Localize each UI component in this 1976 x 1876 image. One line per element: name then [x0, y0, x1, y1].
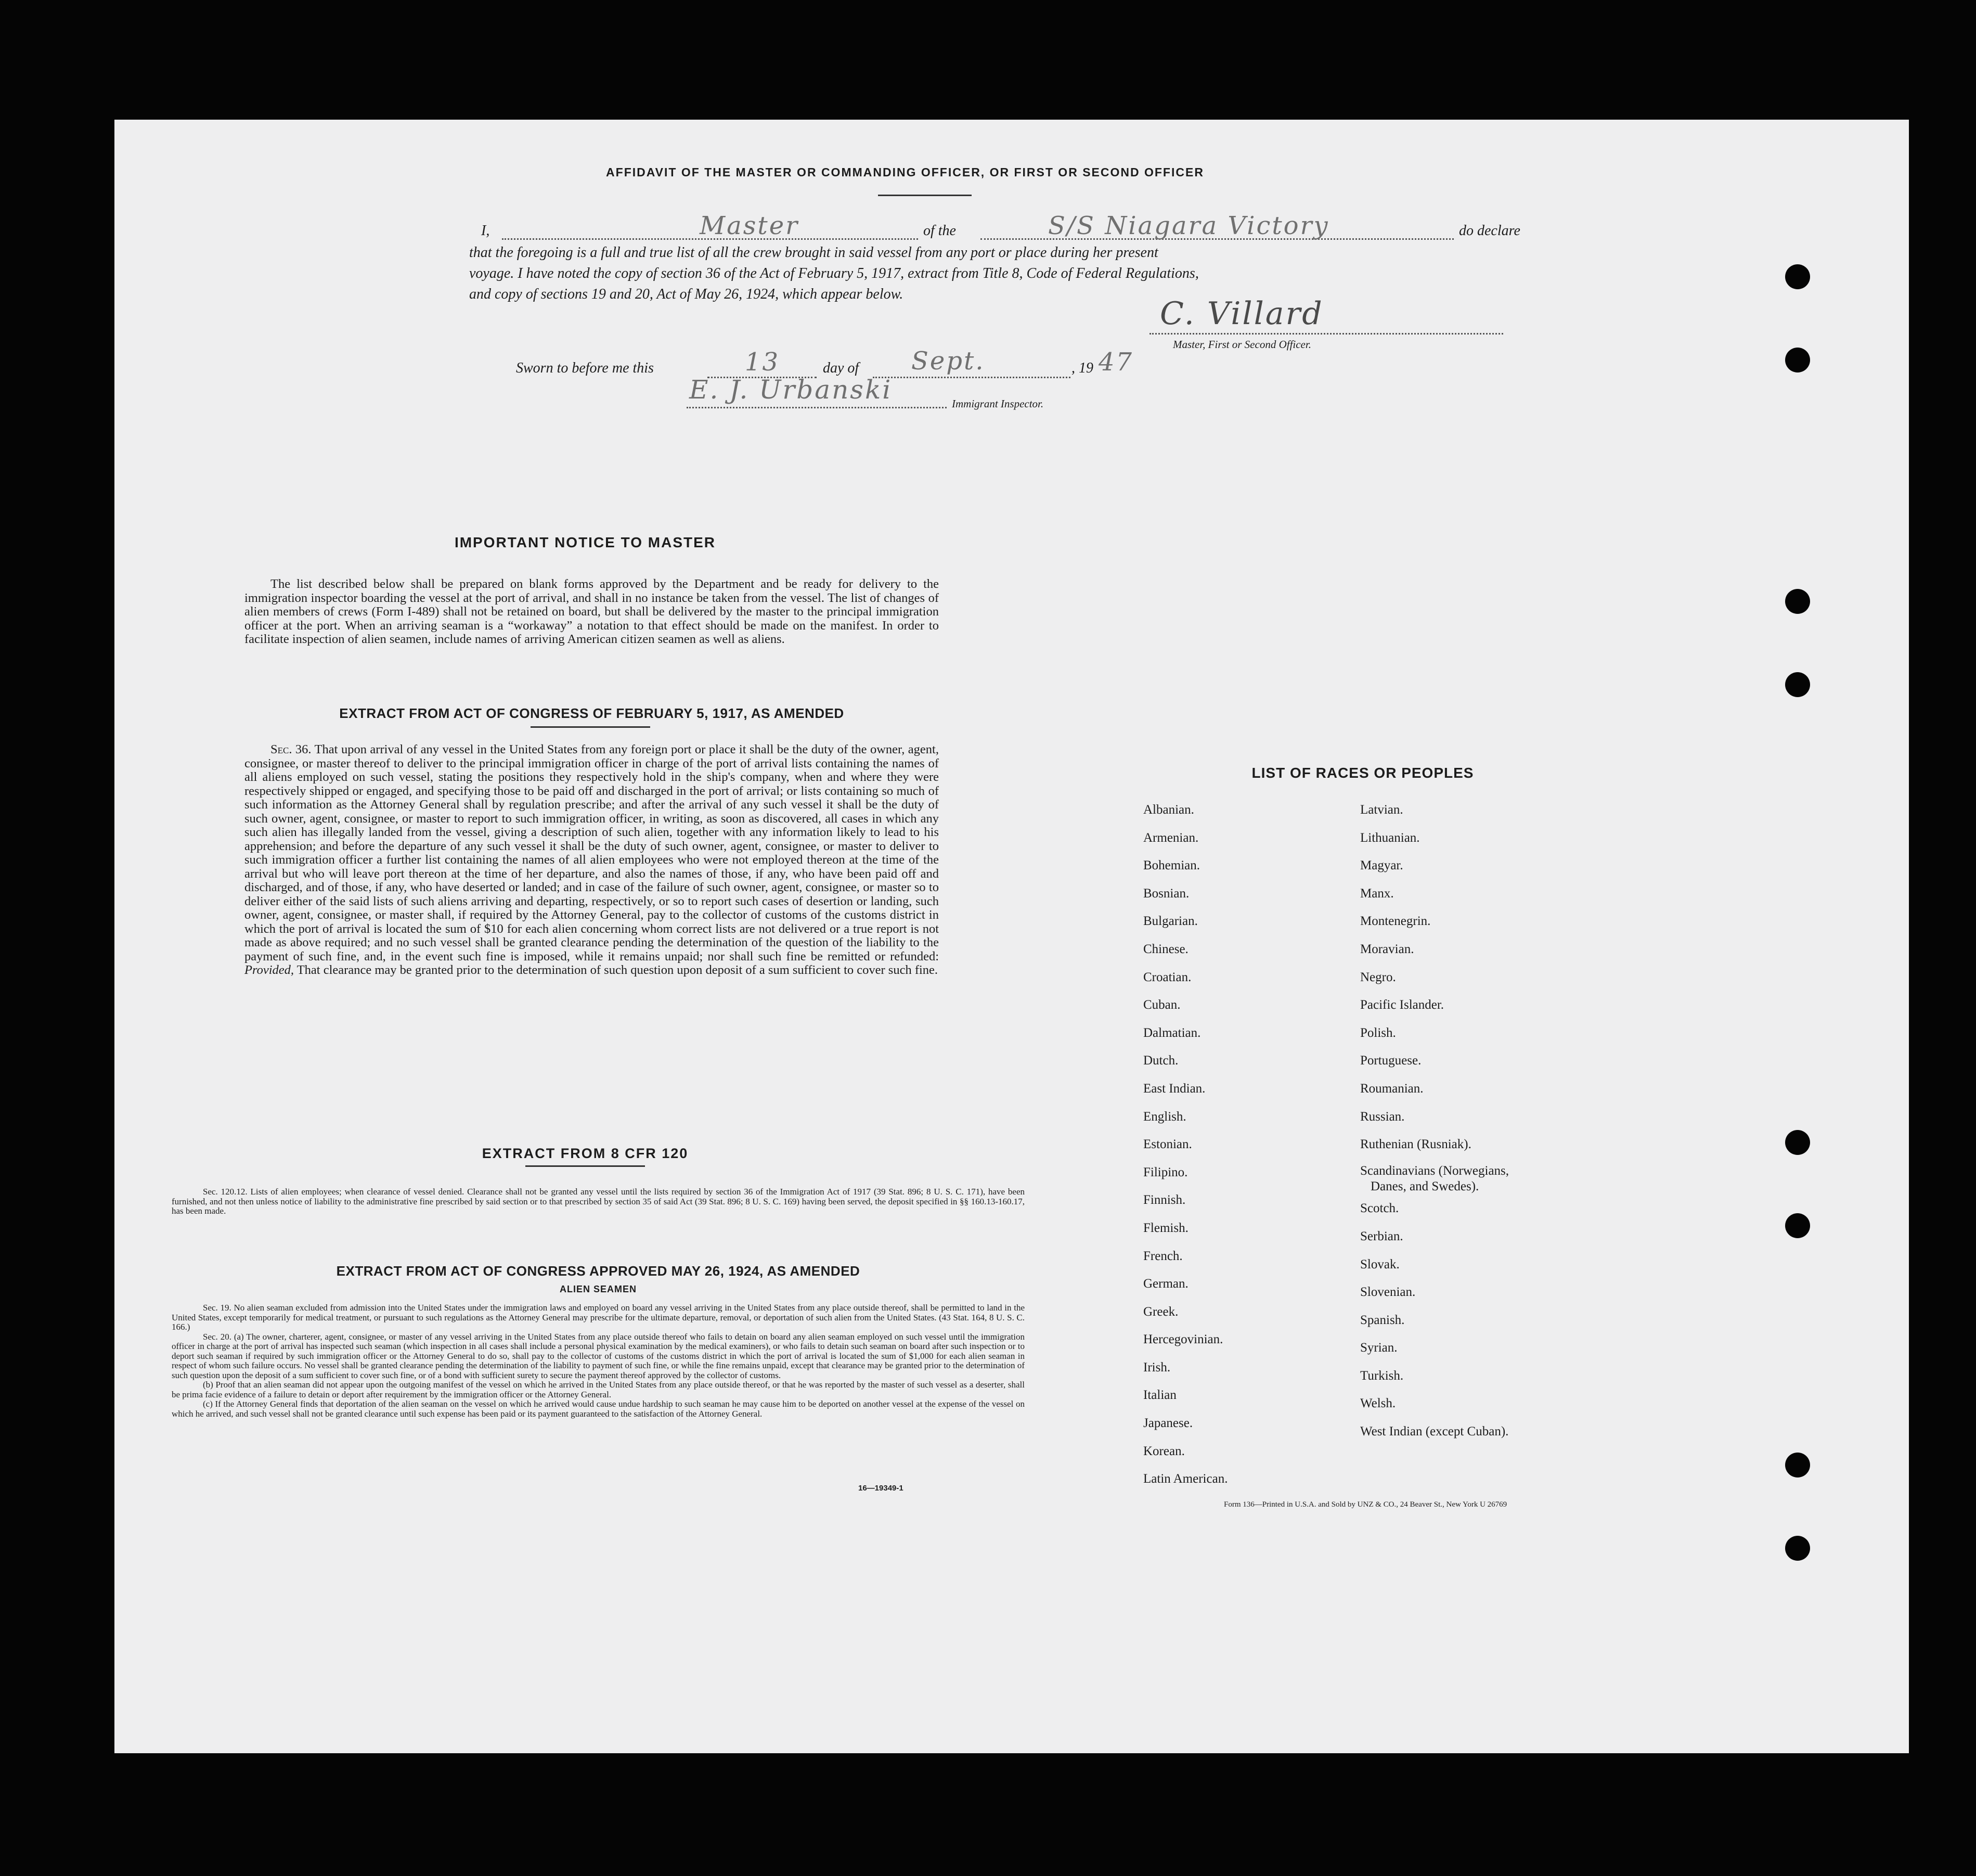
race-item: German.: [1143, 1277, 1189, 1291]
affidavit-title: AFFIDAVIT OF THE MASTER OR COMMANDING OFFICER, OR FIRST OR SECOND OFFICER: [606, 165, 1204, 179]
notice-body: The list described below shall be prepared on blank forms approved by the Department and be ready for delivery to the immigration inspector boarding the vessel at the port of arrival, and shall in no instance be taken from the vessel. The list of changes of alien members of crews (Form I-489) shall not be retained on board, but shall be delivered by the master to the principal immigration officer at the port. When an arriving seaman is a “workaway” a notation to that effect should be made on the manifest. In order to facilitate inspection of alien seamen, include names of arriving American citizen seamen as well as aliens.: [244, 577, 939, 646]
provided-text: That clearance may be granted prior to the determination of such question upon deposit of a sum sufficient to cover such fine.: [296, 963, 938, 977]
race-item: Greek.: [1143, 1304, 1179, 1319]
signature-line: [1150, 333, 1503, 335]
race-item: Japanese.: [1143, 1416, 1193, 1431]
race-item: Latin American.: [1143, 1472, 1228, 1486]
race-item: Serbian.: [1360, 1229, 1403, 1243]
race-item: Albanian.: [1143, 803, 1194, 817]
race-item: Armenian.: [1143, 830, 1199, 845]
race-item: Slovak.: [1360, 1257, 1400, 1271]
race-item: Filipino.: [1143, 1165, 1188, 1179]
year-prefix: , 19: [1071, 360, 1093, 376]
race-item: Chinese.: [1143, 942, 1189, 956]
races-right-column: [1360, 796, 1509, 1446]
day-handwritten: 13: [745, 348, 780, 377]
race-item-scandinavians: Scandinavians (Norwegians,: [1360, 1163, 1509, 1178]
provided-label: Provided,: [244, 963, 294, 977]
race-item: Polish.: [1360, 1025, 1396, 1040]
of-the-label: of the: [923, 223, 956, 239]
document-sheet: [114, 120, 1909, 1753]
race-item: West Indian (except Cuban).: [1360, 1424, 1509, 1439]
sec-20a-text: Sec. 20. (a) The owner, charterer, agent, consignee, or master of any vessel arriving in the United States from any place outside thereof who fails to detain on board any alien seaman employed on such vessel until the immigration officer in charge at the port of arrival has inspected such seaman (which inspection in all cases shall include a personal physical examination by the medical examiners), or who fails to detain such seaman on board after such inspection or to deport such seaman if required by such immigration officer or the Attorney General to do so, shall pay to the collector of customs of the customs district in which the port of arrival is located the sum of $1,000 for each alien seaman in respect of whom such failure occurs. No vessel shall be granted clearance pending the determination of the liability to payment of such fine, or while the fine remains unpaid, except that clearance may be granted prior to the determination of such question upon the deposit of a sum sufficient to cover such fine, or of a bond with sufficient surety to secure the payment thereof approved by the collector of customs.: [172, 1331, 1025, 1380]
extract-1924-subtitle: ALIEN SEAMEN: [559, 1284, 637, 1294]
race-item: Slovenian.: [1360, 1285, 1416, 1300]
races-title: LIST OF RACES OR PEOPLES: [1251, 765, 1474, 781]
races-left-column: [1143, 796, 1228, 1493]
binder-hole: [1785, 348, 1810, 372]
title-rule: [878, 195, 972, 196]
race-item: Syrian.: [1360, 1341, 1398, 1355]
declaration-line-3: voyage. I have noted the copy of section 36 of the Act of February 5, 1917, extract from Title 8, Code of Federal Regulations,: [469, 265, 1199, 281]
master-signature: C. Villard: [1160, 295, 1324, 332]
race-item: [1360, 1159, 1509, 1193]
cfr-title: EXTRACT FROM 8 CFR 120: [482, 1146, 689, 1161]
extract-1917-body: [244, 743, 939, 978]
binder-hole: [1785, 589, 1810, 614]
extract-1917-rule: [531, 726, 650, 728]
sec-19-text: Sec. 19. No alien seaman excluded from admission into the United States under the immigration laws and employed on board any vessel arriving in the United States from any place outside thereof, shall be permitted to land in the United States, except temporarily for medical treatment, or pursuant to such regulations as the Attorney General may prescribe for the ultimate departure, removal, or deportation of such alien from the United States. (43 Stat. 164, 8 U. S. C. 166.): [172, 1303, 1025, 1332]
race-item: Spanish.: [1360, 1313, 1405, 1327]
race-item: Portuguese.: [1360, 1053, 1422, 1068]
declaration-line-1: [481, 211, 1547, 242]
race-item: Latvian.: [1360, 803, 1403, 817]
race-item: Korean.: [1143, 1444, 1185, 1458]
race-item: Turkish.: [1360, 1368, 1404, 1383]
sec-20b-text: (b) Proof that an alien seaman did not appear upon the outgoing manifest of the vessel on which he arrived in the United States from any place outside thereof, or that he was reported by the master of such vessel as a deserter, shall be prima facie evidence of a failure to detain or deport after requirement by the immigration officer or the Attorney General.: [172, 1380, 1025, 1399]
race-item: French.: [1143, 1249, 1183, 1263]
race-item: Croatian.: [1143, 970, 1192, 984]
i-label: I,: [481, 223, 490, 239]
race-item: Roumanian.: [1360, 1081, 1424, 1096]
do-declare-label: do declare: [1459, 223, 1520, 239]
race-item: Pacific Islander.: [1360, 998, 1444, 1012]
race-item: Finnish.: [1143, 1193, 1186, 1207]
sec-20c-text: (c) If the Attorney General finds that deportation of the alien seaman on the vessel on which he arrived would cause undue hardship to such seaman he may cause him to be deported on another vessel at the expense of the vessel on which he arrived, and such vessel shall not be granted clearance until such expense has been paid or its payment guaranteed to the satisfaction of the Attorney General.: [172, 1399, 1025, 1419]
binder-hole: [1785, 1130, 1810, 1155]
race-item: Cuban.: [1143, 998, 1181, 1012]
sec-36-label: Sec. 36.: [270, 742, 312, 756]
race-item: English.: [1143, 1109, 1186, 1124]
month-field-line: [873, 377, 1070, 378]
extract-1924-title: EXTRACT FROM ACT OF CONGRESS APPROVED MAY 26, 1924, AS AMENDED: [336, 1263, 860, 1279]
notice-title: IMPORTANT NOTICE TO MASTER: [454, 534, 716, 550]
sworn-line: [516, 346, 1296, 384]
race-item: Dutch.: [1143, 1053, 1179, 1068]
race-item: Welsh.: [1360, 1396, 1396, 1411]
vessel-handwritten: S/S Niagara Victory: [1048, 211, 1329, 240]
race-item: Moravian.: [1360, 942, 1414, 956]
race-item: Negro.: [1360, 970, 1396, 984]
year-handwritten: 47: [1099, 348, 1134, 377]
binder-hole: [1785, 1453, 1810, 1477]
extract-1924-body: [172, 1303, 1025, 1419]
cfr-body: Sec. 120.12. Lists of alien employees; when clearance of vessel denied. Clearance shall not be granted any vessel until the lists required by section 36 of the Immigration Act of 1917 (39 Stat. 896; 8 U. S. C. 171), have been furnished, and not then unless notice of liability to the administrative fine prescribed by said section or to that prescribed by section 35 of said Act (39 Stat. 896; 8 U. S. C. 169) having been served, the deposit specified in §§ 160.13-160.17, has been made.: [172, 1187, 1025, 1216]
declaration-line-2: that the foregoing is a full and true list of all the crew brought in said vessel from any port or place during her present: [469, 245, 1158, 261]
race-item: Montenegrin.: [1360, 914, 1431, 929]
extract-1917-title: EXTRACT FROM ACT OF CONGRESS OF FEBRUARY 5, 1917, AS AMENDED: [339, 705, 844, 721]
inspector-line: [687, 407, 947, 408]
form-footer: Form 136—Printed in U.S.A. and Sold by UNZ & CO., 24 Beaver St., New York U 26769: [1224, 1500, 1507, 1509]
race-item: Flemish.: [1143, 1220, 1189, 1235]
race-item: Bohemian.: [1143, 858, 1200, 873]
declaration-line-4: and copy of sections 19 and 20, Act of May 26, 1924, which appear below.: [469, 286, 903, 302]
race-item: Irish.: [1143, 1360, 1171, 1374]
race-item: Lithuanian.: [1360, 830, 1420, 845]
signature-caption: Master, First or Second Officer.: [1173, 338, 1311, 351]
race-item: Estonian.: [1143, 1137, 1192, 1152]
race-item: Russian.: [1360, 1109, 1405, 1124]
month-handwritten: Sept.: [911, 346, 985, 376]
form-code: 16—19349-1: [858, 1484, 903, 1493]
race-item: Scotch.: [1360, 1201, 1399, 1216]
sec-36-text: That upon arrival of any vessel in the United States from any foreign port or place it shall be the duty of the owner, agent, consignee, or master thereof to deliver to the principal immigration officer in charge of the port of arrival lists containing the names of all aliens employed on such vessel, stating the positions they respectively hold in the ship's company, when and where they were respectively shipped or engaged, and specifying those to be paid off and discharged in the port of arrival; or lists containing so much of such information as the Attorney General shall by regulation prescribe; and after the arrival of any such vessel it shall be the duty of such owner, agent, consignee, or master to report to such immigration officer, in writing, as soon as discovered, all cases in which any such alien has illegally landed from the vessel, giving a description of such alien, together with any information likely to lead to his apprehension; and before the departure of any such vessel it shall be the duty of such owner, agent, consignee, or master to deliver to such immigration officer a further list containing the names of all alien employees who were not employed thereon at the time of the arrival but who will leave port thereon at the time of her departure, and also the names of those, if any, who have been paid off and discharged, and of those, if any, who have deserted or landed; and in case of the failure of such owner, agent, consignee, or master so to deliver either of the said lists of such aliens arriving and departing, respectively, or so to report such cases of desertion or landing, such owner, agent, consignee, or master shall, if required by the Attorney General, pay to the collector of customs of the customs district in which the port of arrival is located the sum of $10 for each alien concerning whom correct lists are not delivered or a true report is not made as above required; and no such vessel shall be granted clearance pending the determination of the question of the liability to the payment of such fine, and, in the event such fine is imposed, while it remains unpaid; nor shall such fine be remitted or refunded:: [244, 742, 939, 963]
race-item: Hercegovinian.: [1143, 1332, 1223, 1347]
binder-hole: [1785, 264, 1810, 289]
binder-hole: [1785, 672, 1810, 697]
binder-hole: [1785, 1213, 1810, 1238]
sworn-prefix: Sworn to before me this: [516, 360, 654, 376]
cfr-rule: [525, 1165, 645, 1167]
race-item: East Indian.: [1143, 1081, 1206, 1096]
binder-hole: [1785, 1536, 1810, 1561]
inspector-caption: Immigrant Inspector.: [952, 397, 1044, 410]
race-item-scandinavians-cont: Danes, and Swedes).: [1371, 1179, 1479, 1193]
master-handwritten: Master: [700, 211, 799, 240]
day-label: day of: [823, 360, 859, 376]
race-item: Dalmatian.: [1143, 1025, 1201, 1040]
race-item: Bulgarian.: [1143, 914, 1198, 929]
inspector-signature: E. J. Urbanski: [689, 375, 893, 405]
race-item: Magyar.: [1360, 858, 1403, 873]
race-item: Bosnian.: [1143, 886, 1190, 901]
race-item: Ruthenian (Rusniak).: [1360, 1137, 1471, 1152]
race-item: Italian: [1143, 1388, 1177, 1403]
race-item: Manx.: [1360, 886, 1394, 901]
